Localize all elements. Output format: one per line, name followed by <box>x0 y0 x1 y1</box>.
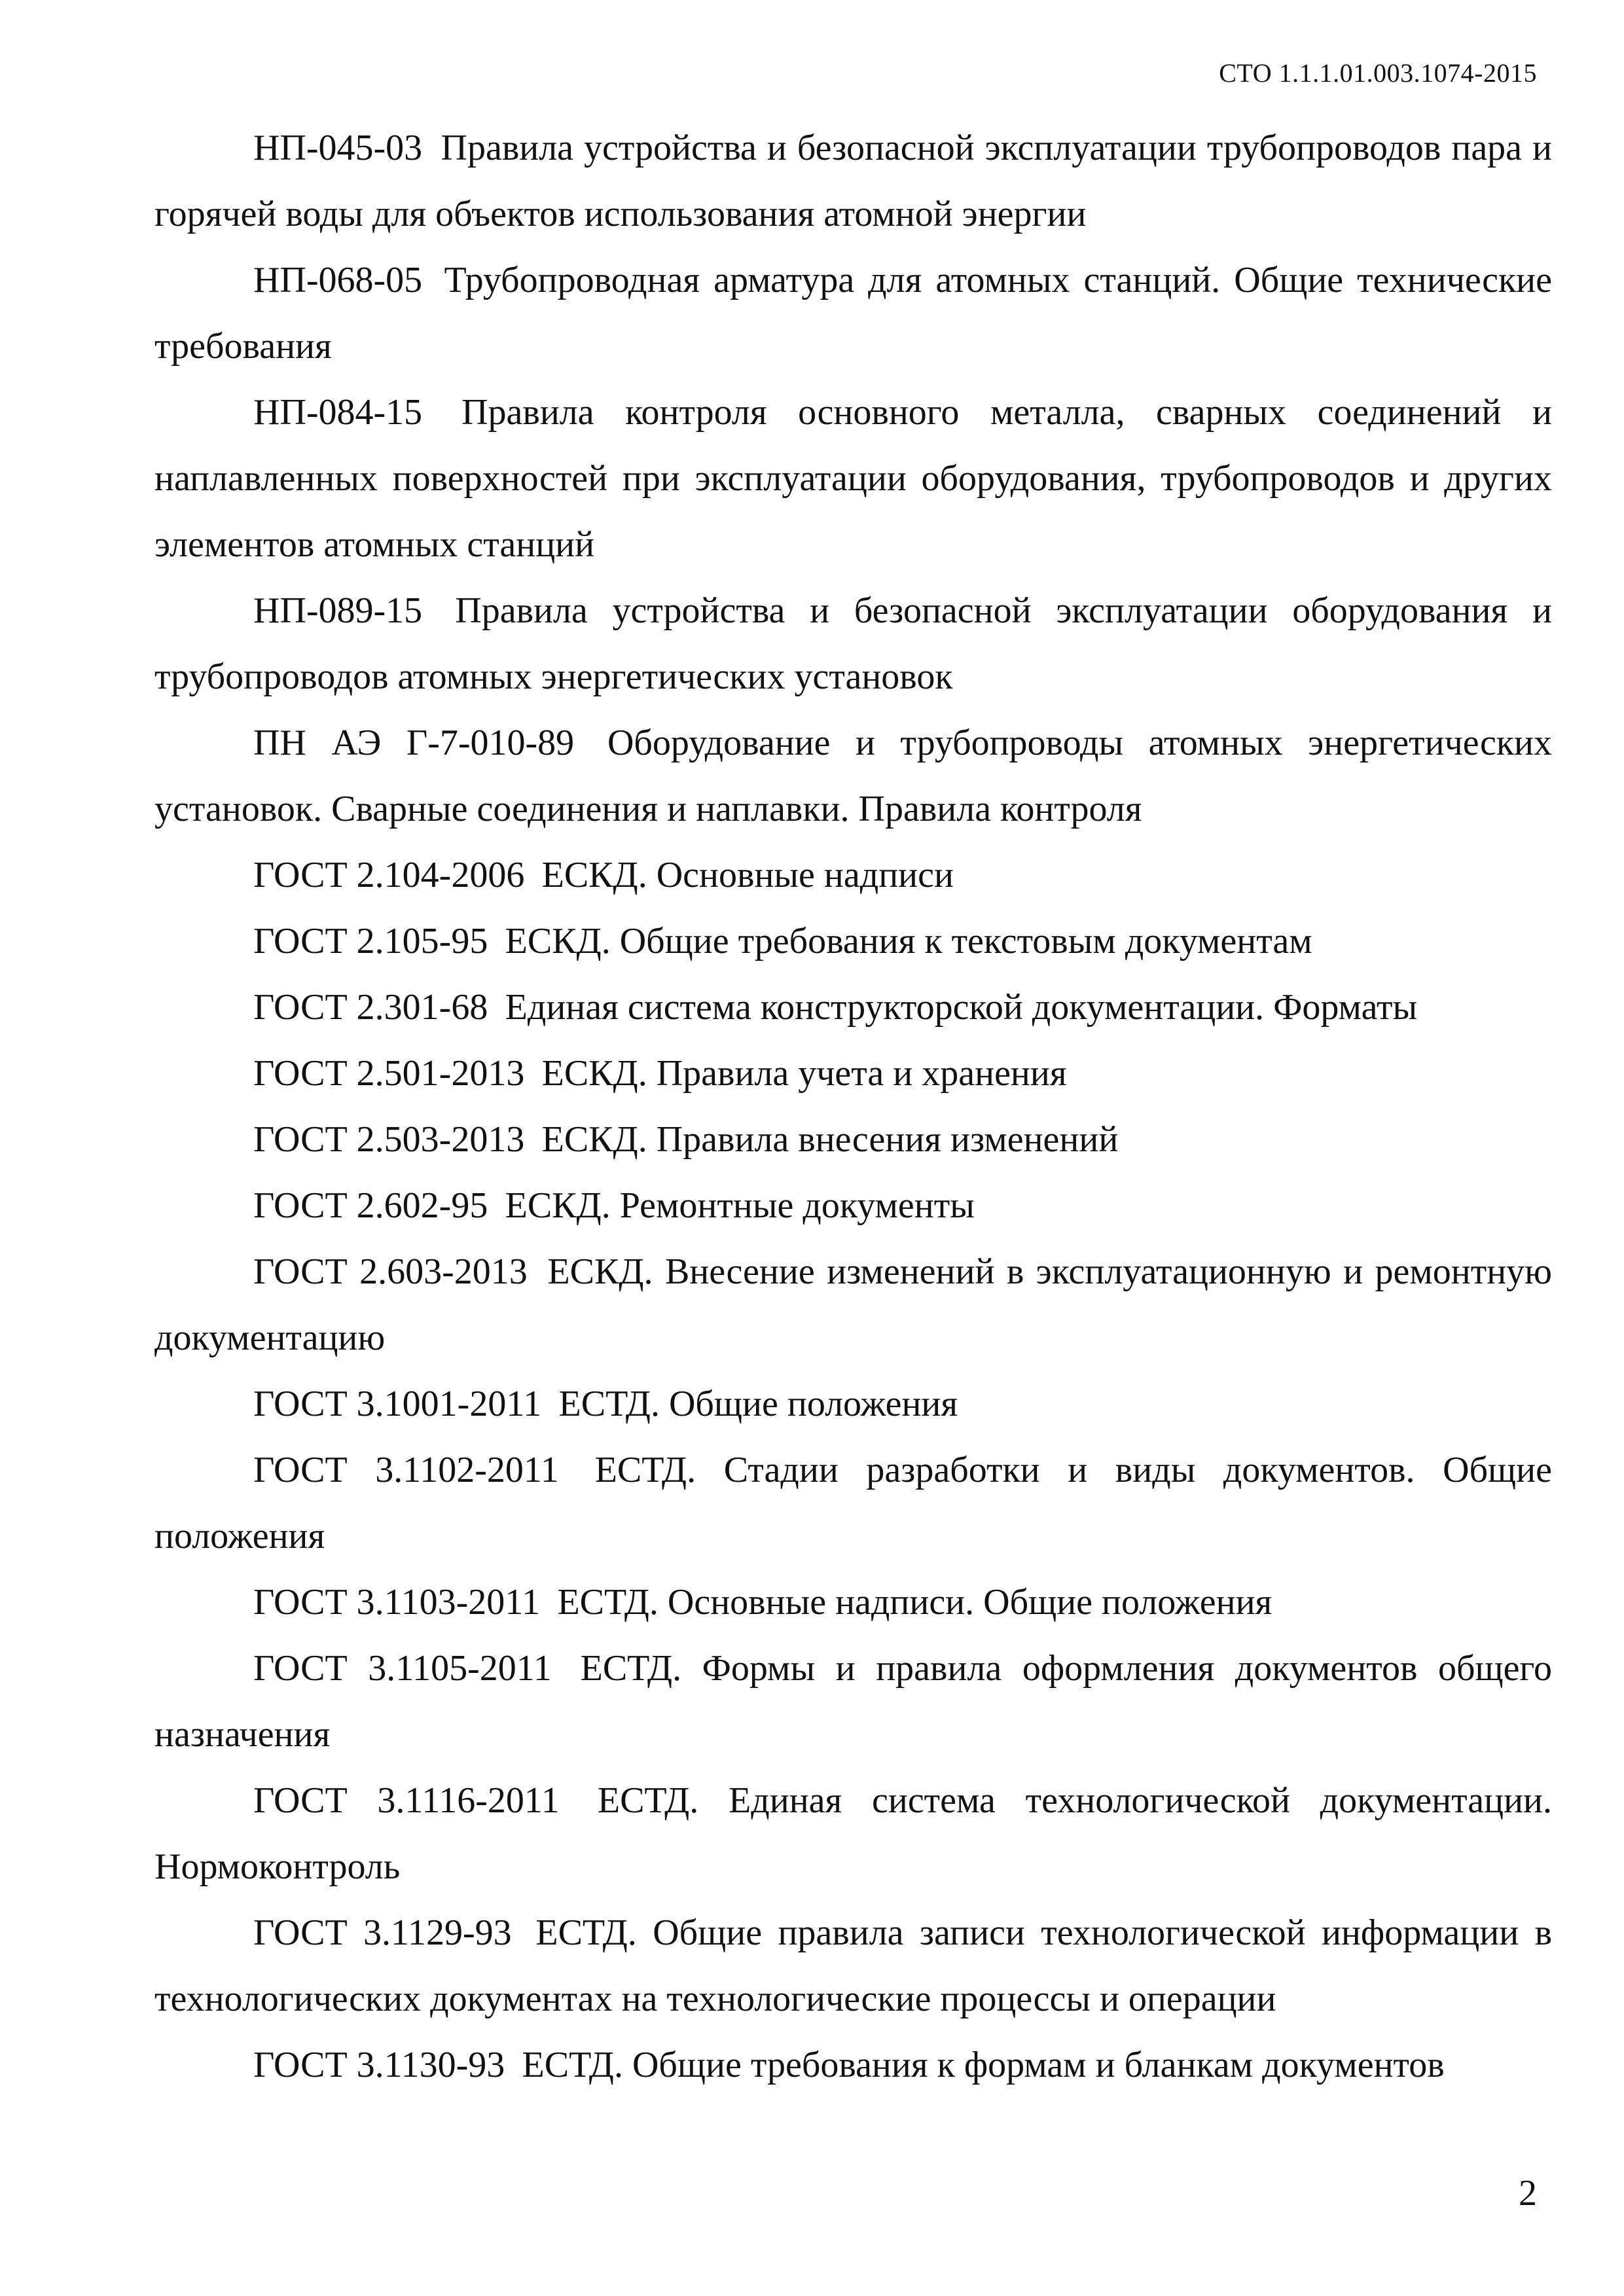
reference-code: ГОСТ 3.1001-2011 <box>253 1384 542 1424</box>
reference-title: Единая система конструкторской документации. Форматы <box>505 987 1418 1028</box>
reference-entry <box>154 1570 1552 1636</box>
reference-entry <box>154 1041 1552 1107</box>
normative-references-list <box>154 115 1552 2098</box>
reference-code: ГОСТ 2.301-68 <box>253 987 488 1028</box>
reference-code: ГОСТ 3.1102-2011 <box>253 1450 559 1490</box>
reference-code: ГОСТ 2.104-2006 <box>253 855 525 895</box>
reference-code: НП-045-03 <box>253 128 423 168</box>
reference-entry <box>154 1768 1552 1900</box>
document-code-header: СТО 1.1.1.01.003.1074-2015 <box>1219 58 1537 88</box>
reference-title: Правила устройства и безопасной эксплуатации трубопроводов пара и горячей воды для объектов использования атомной энергии <box>154 128 1553 234</box>
reference-entry <box>154 2032 1552 2098</box>
reference-title: ЕСКД. Ремонтные документы <box>505 1185 975 1226</box>
reference-code: ГОСТ 3.1116-2011 <box>253 1780 560 1821</box>
reference-code: НП-068-05 <box>253 260 423 300</box>
reference-entry <box>154 1239 1552 1371</box>
reference-title: ЕСКД. Правила учета и хранения <box>541 1053 1067 1094</box>
reference-title: ЕСТД. Основные надписи. Общие положения <box>557 1582 1272 1623</box>
reference-code: ГОСТ 2.602-95 <box>253 1185 488 1226</box>
reference-code: ГОСТ 3.1130-93 <box>253 2045 505 2085</box>
reference-entry <box>154 115 1552 247</box>
reference-entry <box>154 1371 1552 1437</box>
reference-code: ГОСТ 2.603-2013 <box>253 1251 528 1292</box>
reference-entry <box>154 1437 1552 1570</box>
reference-code: НП-084-15 <box>253 392 423 433</box>
reference-title: ЕСТД. Стадии разработки и виды документов. Общие положения <box>154 1450 1553 1556</box>
reference-entry <box>154 1173 1552 1239</box>
reference-entry <box>154 1636 1552 1768</box>
reference-title: Трубопроводная арматура для атомных станций. Общие технические требования <box>154 260 1552 367</box>
reference-title: ЕСКД. Основные надписи <box>541 855 954 895</box>
reference-code: ГОСТ 3.1129-93 <box>253 1912 512 1953</box>
reference-code: НП-089-15 <box>253 590 423 631</box>
reference-entry <box>154 842 1552 908</box>
reference-code: ГОСТ 2.503-2013 <box>253 1119 525 1160</box>
reference-entry <box>154 578 1552 710</box>
reference-title: ЕСКД. Внесение изменений в эксплуатационную и ремонтную документацию <box>154 1251 1552 1358</box>
reference-title: ЕСТД. Общие положения <box>558 1384 958 1424</box>
reference-code: ГОСТ 2.105-95 <box>253 921 488 961</box>
reference-title: ЕСТД. Формы и правила оформления документов общего назначения <box>154 1648 1552 1755</box>
page-number: 2 <box>1519 2173 1537 2214</box>
reference-code: ГОСТ 3.1103-2011 <box>253 1582 541 1623</box>
reference-entry <box>154 710 1552 842</box>
reference-code: ГОСТ 3.1105-2011 <box>253 1648 552 1689</box>
reference-entry <box>154 1900 1552 2032</box>
reference-title: Правила контроля основного металла, сварных соединений и наплавленных поверхностей при эксплуатации оборудования, трубопроводов и других элементов атомных станций <box>154 392 1553 565</box>
reference-entry <box>154 975 1552 1041</box>
reference-entry <box>154 908 1552 975</box>
reference-title: ЕСТД. Общие правила записи технологической информации в технологических документах на технологические процессы и операции <box>154 1912 1553 2019</box>
reference-entry <box>154 1107 1552 1173</box>
reference-entry <box>154 380 1552 578</box>
reference-title: ЕСТД. Единая система технологической документации. Нормоконтроль <box>154 1780 1553 1887</box>
reference-title: Правила устройства и безопасной эксплуатации оборудования и трубопроводов атомных энергетических установок <box>154 590 1552 697</box>
reference-title: ЕСКД. Общие требования к текстовым документам <box>505 921 1312 961</box>
reference-title: ЕСКД. Правила внесения изменений <box>541 1119 1119 1160</box>
reference-title: ЕСТД. Общие требования к формам и бланкам документов <box>522 2045 1445 2085</box>
reference-code: ГОСТ 2.501-2013 <box>253 1053 525 1094</box>
reference-title: Оборудование и трубопроводы атомных энергетических установок. Сварные соединения и наплавки. Правила контроля <box>154 723 1553 829</box>
reference-code: ПН АЭ Г-7-010-89 <box>253 723 575 763</box>
reference-entry <box>154 247 1552 380</box>
